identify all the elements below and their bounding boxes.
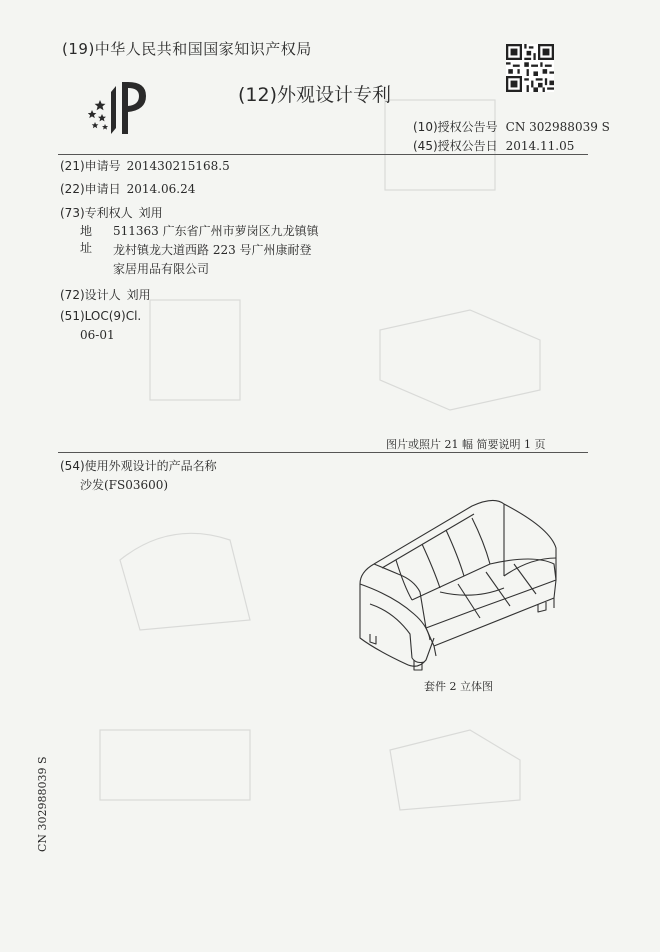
document-type-title: (12)外观设计专利 <box>238 84 392 106</box>
address-line: 511363 广东省广州市萝岗区九龙镇镇 <box>113 224 319 238</box>
patentee: 刘用 <box>138 206 163 220</box>
designer: 刘用 <box>126 288 151 302</box>
patentee-label: (73)专利权人 <box>60 206 133 220</box>
filing-date-label: (22)申请日 <box>60 182 121 196</box>
side-publication-number: CN 302988039 S <box>36 756 49 852</box>
loc-class-label: (51)LOC(9)Cl. <box>60 309 142 323</box>
filing-date: 2014.06.24 <box>126 182 196 196</box>
application-number: 201430215168.5 <box>126 159 230 173</box>
designer-label: (72)设计人 <box>60 288 121 302</box>
address-line: 家居用品有限公司 <box>113 262 210 276</box>
grant-number: CN 302988039 S <box>505 120 610 134</box>
application-number-label: (21)申请号 <box>60 159 121 173</box>
address-label: 地址 <box>80 224 93 255</box>
summary-rule <box>58 452 588 453</box>
application-number-row <box>60 157 230 174</box>
address-lines <box>113 222 373 279</box>
figures-summary: 图片或照片 21 幅 简要说明 1 页 <box>386 438 546 451</box>
header-rule <box>58 154 588 155</box>
grant-number-row <box>413 118 610 135</box>
filing-date-row <box>60 180 195 197</box>
address-line: 龙村镇龙大道西路 223 号广州康耐登 <box>113 243 312 257</box>
grant-date-label: (45)授权公告日 <box>413 139 498 153</box>
sofa-perspective-drawing <box>354 488 564 674</box>
figure-caption: 套件 2 立体图 <box>424 680 493 693</box>
product-name-label: (54)使用外观设计的产品名称 <box>60 459 217 473</box>
designer-row <box>60 286 151 303</box>
grant-date-row <box>413 137 574 154</box>
grant-number-label: (10)授权公告号 <box>413 120 498 134</box>
issuing-office: (19)中华人民共和国国家知识产权局 <box>62 40 312 58</box>
patentee-row <box>60 204 163 221</box>
product-name: 沙发(FS03600) <box>80 478 169 492</box>
loc-class-value: 06-01 <box>80 328 115 342</box>
grant-date: 2014.11.05 <box>505 139 575 153</box>
